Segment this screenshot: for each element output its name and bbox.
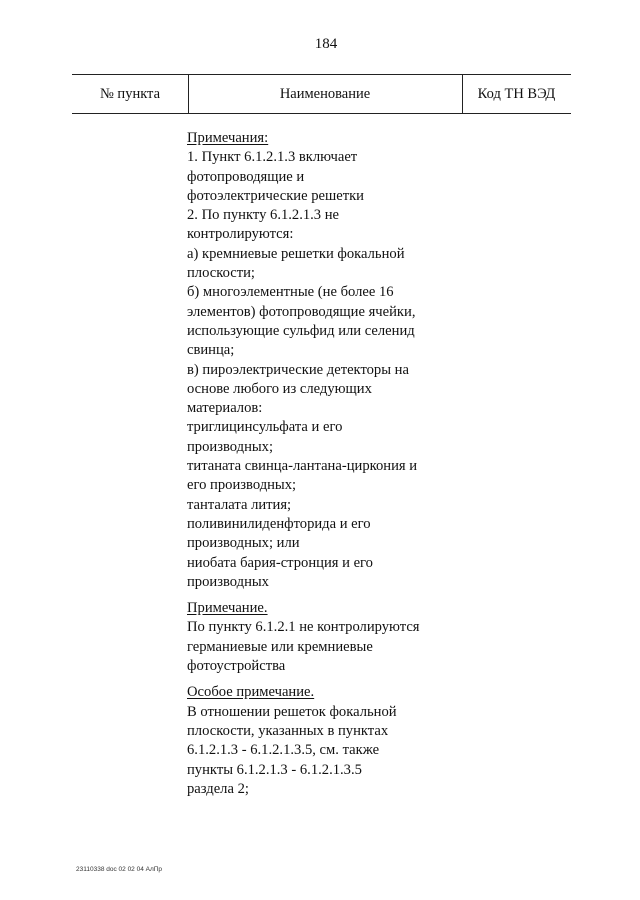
text-line: производных; <box>187 438 274 455</box>
text-line: контролируются: <box>187 226 294 243</box>
text-line: пункты 6.1.2.1.3 - 6.1.2.1.3.5 <box>187 761 362 778</box>
column-header-tn-ved-code: Код ТН ВЭД <box>477 86 556 102</box>
text-line: танталата лития; <box>187 496 292 513</box>
text-line: ниобата бария-стронция и его <box>187 554 373 571</box>
name-column-content <box>187 129 467 799</box>
text-line: использующие сульфид или селенид <box>187 322 415 339</box>
text-line: поливинилиденфторида и его <box>187 515 371 532</box>
text-line: титаната свинца-лантана-циркония и <box>187 458 418 475</box>
text-line: в) пироэлектрические детекторы на <box>187 361 409 378</box>
document-footer-code: 23110338 doc 02 02 04 АлПр <box>76 866 163 873</box>
text-line: 2. По пункту 6.1.2.1.3 не <box>187 207 340 224</box>
text-line: производных <box>187 573 269 590</box>
text-line: фотоэлектрические решетки <box>187 187 364 204</box>
text-line: плоскости; <box>187 265 255 282</box>
notes-heading: Примечания: <box>187 130 269 146</box>
note-block <box>187 599 467 676</box>
notes-block <box>187 129 467 592</box>
special-note-block <box>187 683 467 799</box>
column-header-name: Наименование <box>279 86 371 102</box>
text-line: По пункту 6.1.2.1 не контролируются <box>187 619 420 636</box>
table-header <box>72 74 571 114</box>
text-line: германиевые или кремниевые <box>187 638 373 655</box>
note-heading: Примечание. <box>187 600 268 617</box>
page-number: 184 <box>314 36 338 52</box>
text-line: основе любого из следующих <box>187 380 372 397</box>
text-line: свинца; <box>187 342 235 359</box>
text-line: 6.1.2.1.3 - 6.1.2.1.3.5, см. также <box>187 742 380 759</box>
text-line: производных; или <box>187 535 300 552</box>
text-line: б) многоэлементные (не более 16 <box>187 284 394 301</box>
text-line: В отношении решеток фокальной <box>187 703 397 720</box>
text-line: раздела 2; <box>187 780 249 797</box>
text-line: фотопроводящие и <box>187 168 305 185</box>
text-line: его производных; <box>187 477 297 494</box>
special-note-heading: Особое примечание. <box>187 684 315 701</box>
text-line: триглицинсульфата и его <box>187 419 343 436</box>
text-line: а) кремниевые решетки фокальной <box>187 245 405 262</box>
text-line: 1. Пункт 6.1.2.1.3 включает <box>187 149 358 166</box>
column-header-item-number: № пункта <box>99 86 161 102</box>
text-line: материалов: <box>187 400 263 417</box>
text-line: фотоустройства <box>187 658 286 675</box>
text-line: элементов) фотопроводящие ячейки, <box>187 303 416 320</box>
text-line: плоскости, указанных в пунктах <box>187 722 389 739</box>
